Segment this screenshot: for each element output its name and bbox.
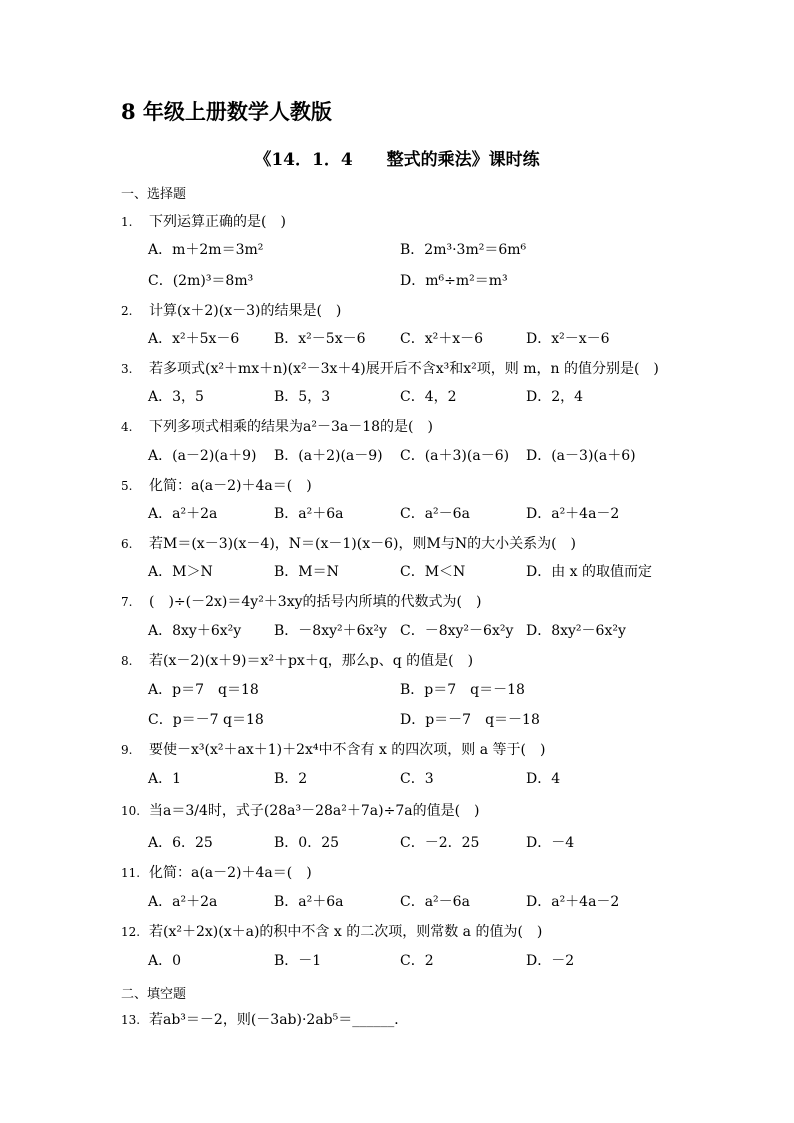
option-b: B．2m³·3m²＝6m⁶ <box>400 242 527 258</box>
option-b: B．0．25 <box>274 835 340 851</box>
question-text: 若多项式(x²＋mx＋n)(x²－3x＋4)展开后不含x³和x²项，则 m，n 的值分别是( ) <box>149 361 659 377</box>
option-b: B．(a＋2)(a－9) <box>274 448 383 464</box>
option-a: A．(a－2)(a＋9) <box>148 448 257 464</box>
question-text: ( )÷(－2x)＝4y²＋3xy的括号内所填的代数式为( ) <box>149 594 482 610</box>
option-b: B．－1 <box>274 953 322 969</box>
question-number: 9. <box>121 743 133 757</box>
question-stem <box>121 211 286 231</box>
option-c: C．－2．25 <box>400 835 480 851</box>
question-stem <box>121 921 542 941</box>
question-text: 化简：a(a－2)＋4a＝( ) <box>149 865 312 881</box>
option-b: B．2 <box>274 771 308 787</box>
question-stem <box>121 739 545 759</box>
question-number: 12. <box>121 925 141 939</box>
option-a: A．p＝7 q＝18 <box>148 682 259 698</box>
question-stem <box>121 416 433 436</box>
option-b: B．p＝7 q＝－18 <box>400 682 525 698</box>
question-text: 下列运算正确的是( ) <box>149 214 286 230</box>
question-number: 4. <box>121 420 133 434</box>
question-number: 10. <box>121 804 141 818</box>
option-c: C．a²－6a <box>400 894 470 910</box>
question-stem <box>121 533 576 553</box>
question-stem <box>121 300 341 320</box>
option-d: D．m⁶÷m²＝m³ <box>400 273 508 289</box>
question-text: 若ab³＝－2，则(－3ab)·2ab⁵＝______． <box>149 1012 409 1028</box>
question-stem <box>121 800 480 820</box>
lesson-title: 《14．1．4 整式的乘法》课时练 <box>254 150 540 170</box>
option-d: D．4 <box>526 771 561 787</box>
question-number: 6. <box>121 537 133 551</box>
option-c: C．2 <box>400 953 434 969</box>
option-a: A．a²＋2a <box>148 506 218 522</box>
option-c: C．M＜N <box>400 564 466 580</box>
option-b: B．a²＋6a <box>274 506 344 522</box>
option-d: D．－4 <box>526 835 575 851</box>
option-d: D．(a－3)(a＋6) <box>526 448 636 464</box>
question-stem <box>121 475 312 495</box>
question-text: 计算(x＋2)(x－3)的结果是( ) <box>149 303 342 319</box>
option-b: B．a²＋6a <box>274 894 344 910</box>
option-d: D．p＝－7 q＝－18 <box>400 712 540 728</box>
question-stem <box>121 591 481 611</box>
option-c: C．4，2 <box>400 389 457 405</box>
option-b: B．－8xy²＋6x²y <box>274 623 387 639</box>
option-d: D．由 x 的取值而定 <box>526 564 653 580</box>
option-c: C．p＝－7 q＝18 <box>148 712 264 728</box>
option-a: A．M＞N <box>148 564 213 580</box>
question-text: 若(x－2)(x＋9)＝x²＋px＋q，那么p、q 的值是( ) <box>149 653 474 669</box>
question-stem <box>121 1009 408 1029</box>
question-number: 3. <box>121 362 133 376</box>
option-d: D．8xy²－6x²y <box>526 623 626 639</box>
option-a: A．x²＋5x－6 <box>148 331 240 347</box>
option-b: B．5，3 <box>274 389 331 405</box>
option-c: C．a²－6a <box>400 506 470 522</box>
option-a: A．8xy＋6x²y <box>148 623 242 639</box>
question-number: 11. <box>121 866 141 880</box>
option-d: D．－2 <box>526 953 575 969</box>
question-text: 下列多项式相乘的结果为a²－3a－18的是( ) <box>149 419 433 435</box>
option-a: A．6．25 <box>148 835 213 851</box>
question-text: 若(x²＋2x)(x＋a)的积中不含 x 的二次项，则常数 a 的值为( ) <box>149 924 543 940</box>
option-c: C．－8xy²－6x²y <box>400 623 514 639</box>
question-stem <box>121 358 659 378</box>
option-d: D．a²＋4a－2 <box>526 506 620 522</box>
question-number: 5. <box>121 479 133 493</box>
question-stem <box>121 650 473 670</box>
option-c: C．(a＋3)(a－6) <box>400 448 510 464</box>
option-c: C．(2m)³＝8m³ <box>148 273 254 289</box>
option-c: C．3 <box>400 771 434 787</box>
option-d: D．2，4 <box>526 389 584 405</box>
option-a: A．1 <box>148 771 182 787</box>
question-text: 当a＝3/4时，式子(28a³－28a²＋7a)÷7a的值是( ) <box>149 803 480 819</box>
option-a: A．m＋2m＝3m² <box>148 242 264 258</box>
option-a: A．a²＋2a <box>148 894 218 910</box>
option-b: B．M＝N <box>274 564 339 580</box>
page-title: 8 年级上册数学人教版 <box>121 99 332 124</box>
section-heading-choice: 一、选择题 <box>121 187 187 202</box>
option-d: D．x²－x－6 <box>526 331 610 347</box>
question-stem <box>121 862 312 882</box>
question-text: 化简：a(a－2)＋4a＝( ) <box>149 478 312 494</box>
option-c: C．x²＋x－6 <box>400 331 484 347</box>
question-number: 7. <box>121 595 133 609</box>
question-number: 2. <box>121 304 133 318</box>
question-number: 13. <box>121 1013 141 1027</box>
question-text: 要使－x³(x²＋ax＋1)＋2x⁴中不含有 x 的四次项，则 a 等于( ) <box>149 742 546 758</box>
question-text: 若M＝(x－3)(x－4)，N＝(x－1)(x－6)，则M与N的大小关系为( ) <box>149 536 576 552</box>
option-a: A．0 <box>148 953 182 969</box>
question-number: 8. <box>121 654 133 668</box>
question-number: 1. <box>121 215 133 229</box>
option-b: B．x²－5x－6 <box>274 331 366 347</box>
section-heading-fill: 二、填空题 <box>121 987 187 1002</box>
option-d: D．a²＋4a－2 <box>526 894 620 910</box>
option-a: A．3，5 <box>148 389 204 405</box>
